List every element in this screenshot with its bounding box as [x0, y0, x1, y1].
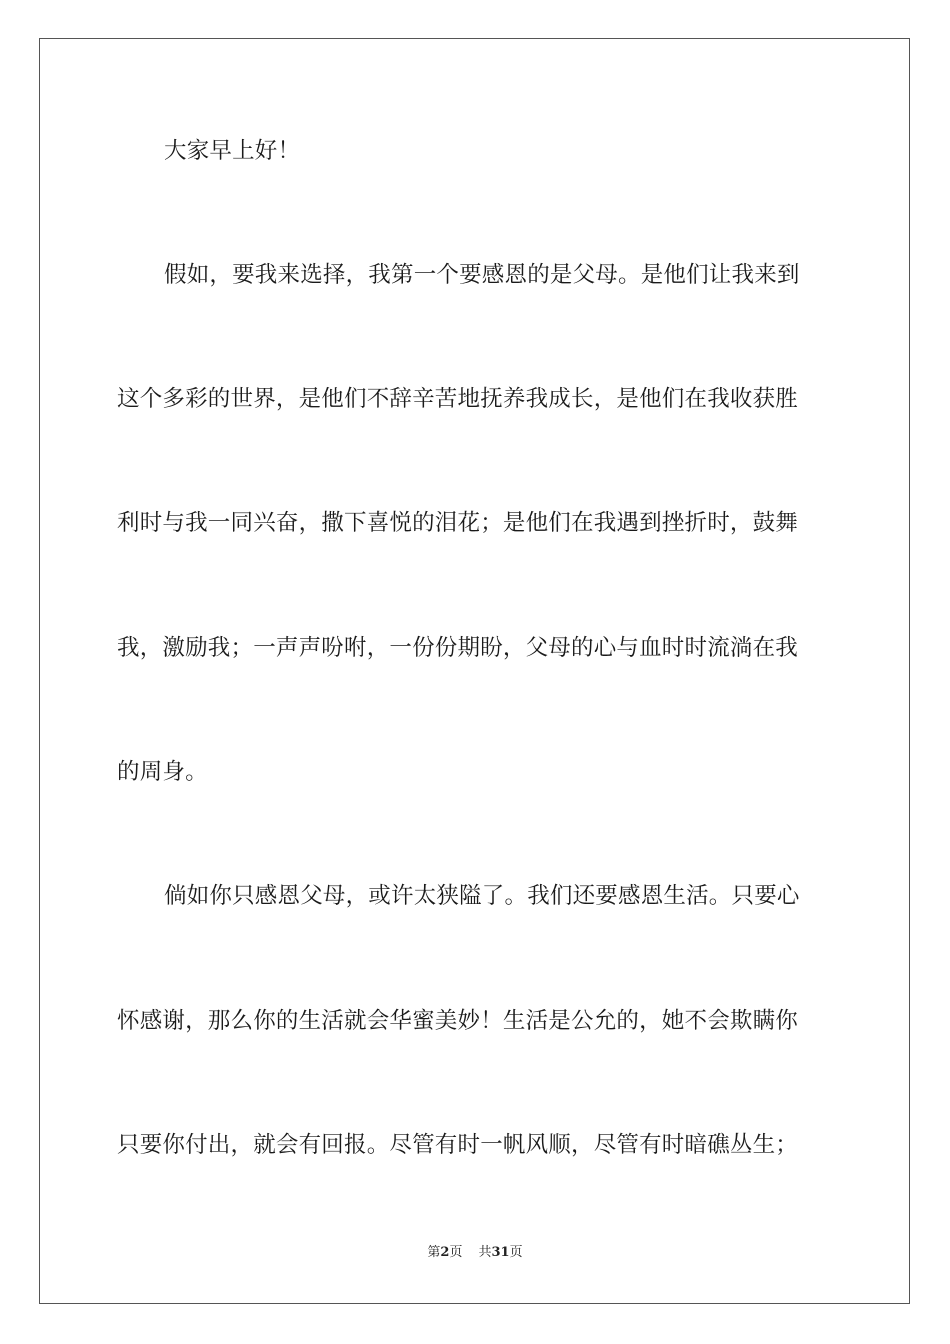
page-suffix: 页 [449, 1245, 463, 1260]
text-line-paragraph1-line2: 这个多彩的世界，是他们不辞辛苦地抚养我成长，是他们在我收获胜 [117, 386, 799, 412]
text-line-paragraph1-line5: 的周身。 [117, 759, 208, 785]
text-line-paragraph2-line3: 只要你付出，就会有回报。尽管有时一帆风顺，尽管有时暗礁丛生； [117, 1132, 799, 1158]
text-line-paragraph2-line1: 倘如你只感恩父母，或许太狭隘了。我们还要感恩生活。只要心 [164, 883, 800, 909]
total-prefix: 共 [478, 1245, 492, 1260]
text-line-greeting: 大家早上好！ [164, 138, 301, 164]
text-line-paragraph1-line4: 我，激励我；一声声吩咐，一份份期盼，父母的心与血时时流淌在我 [117, 635, 799, 661]
total-pages: 31 [491, 1245, 510, 1260]
text-line-paragraph2-line2: 怀感谢，那么你的生活就会华蜜美妙！生活是公允的，她不会欺瞒你 [117, 1008, 799, 1034]
total-suffix: 页 [509, 1245, 523, 1260]
page-border [39, 38, 910, 1304]
page-footer [0, 1243, 950, 1263]
page-prefix: 第 [427, 1245, 441, 1260]
page-number: 2 [440, 1245, 450, 1260]
text-line-paragraph1-line3: 利时与我一同兴奋，撒下喜悦的泪花；是他们在我遇到挫折时，鼓舞 [117, 510, 799, 536]
text-line-paragraph1-line1: 假如，要我来选择，我第一个要感恩的是父母。是他们让我来到 [164, 262, 800, 288]
